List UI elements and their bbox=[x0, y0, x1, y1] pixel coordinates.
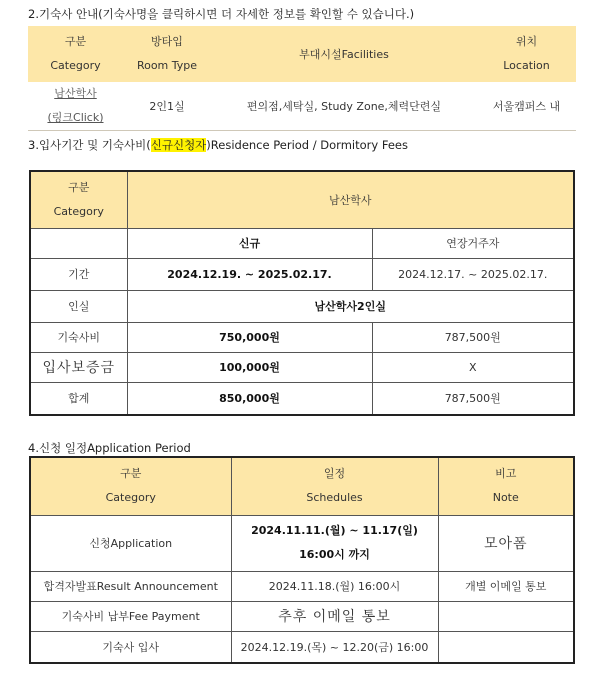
new-value: 100,000원 bbox=[127, 352, 372, 382]
note-value: 개별 이메일 통보 bbox=[438, 571, 574, 601]
fees-row-room bbox=[30, 290, 574, 322]
dorm-detail-link[interactable]: (링크Click) bbox=[47, 111, 104, 124]
category-header: 구분 Category bbox=[50, 35, 101, 72]
schedule-schedules-header: 일정 Schedules bbox=[231, 457, 438, 515]
schedule-value: 추후 이메일 통보 bbox=[231, 601, 438, 631]
location-header: 위치 Location bbox=[503, 35, 550, 72]
note-value bbox=[438, 631, 574, 663]
fees-row-total bbox=[30, 382, 574, 415]
schedule-row-movein bbox=[30, 631, 574, 663]
room-type-header: 방타입 Room Type bbox=[136, 35, 198, 72]
schedule-value: 2024.11.18.(월) 16:00시 bbox=[231, 571, 438, 601]
location-cell: 서울캠퍼스 내 bbox=[477, 82, 576, 131]
extension-value: 2024.12.17. ~ 2025.02.17. bbox=[372, 258, 574, 290]
new-value: 2024.12.19. ~ 2025.02.17. bbox=[127, 258, 372, 290]
new-value: 850,000원 bbox=[127, 382, 372, 415]
row-label: 기숙사비 bbox=[30, 322, 127, 352]
schedule-table bbox=[29, 456, 575, 664]
facilities-cell: 편의점,세탁실, Study Zone,체력단련실 bbox=[211, 82, 477, 131]
dorm-name-cell bbox=[28, 82, 123, 131]
dorm-info-header-row bbox=[28, 26, 576, 82]
schedule-header-row bbox=[30, 457, 574, 515]
fees-category-header: 구분 Category bbox=[30, 171, 127, 228]
schedule-row-announcement bbox=[30, 571, 574, 601]
extension-column-header: 연장거주자 bbox=[372, 228, 574, 258]
row-label: 기숙사 입사 bbox=[30, 631, 231, 663]
schedule-value: 2024.12.19.(목) ~ 12.20(금) 16:00 bbox=[231, 631, 438, 663]
schedule-row-payment bbox=[30, 601, 574, 631]
dorm-info-table bbox=[28, 26, 576, 131]
dorm-name-link[interactable]: 남산학사 bbox=[54, 87, 97, 100]
fees-heading: 3.입사기간 및 기숙사비(신규신청자)Residence Period / Dormitory Fees bbox=[28, 138, 408, 152]
row-label: 합계 bbox=[30, 382, 127, 415]
schedule-category-header: 구분 Category bbox=[30, 457, 231, 515]
schedule-value: 2024.11.11.(월) ~ 11.17(일) 16:00시 까지 bbox=[231, 515, 438, 571]
row-label: 기간 bbox=[30, 258, 127, 290]
room-type-cell: 2인1실 bbox=[123, 82, 211, 131]
extension-value: 787,500원 bbox=[372, 322, 574, 352]
facilities-header: 부대시설Facilities bbox=[299, 48, 389, 61]
fees-table bbox=[29, 170, 575, 416]
fees-dorm-header: 남산학사 bbox=[127, 171, 574, 228]
schedule-note-header: 비고 Note bbox=[438, 457, 574, 515]
note-value bbox=[438, 601, 574, 631]
fees-header-row bbox=[30, 171, 574, 228]
row-label: 입사보증금 bbox=[30, 352, 127, 382]
extension-value: 787,500원 bbox=[372, 382, 574, 415]
room-merged-value: 남산학사2인실 bbox=[127, 290, 574, 322]
fees-row-deposit bbox=[30, 352, 574, 382]
dorm-info-section bbox=[0, 6, 600, 22]
dorm-info-heading: 2.기숙사 안내(기숙사명을 클릭하시면 더 자세한 정보를 확인할 수 있습니다.) bbox=[28, 7, 415, 21]
new-value: 750,000원 bbox=[127, 322, 372, 352]
fees-empty-cell bbox=[30, 228, 127, 258]
schedule-heading: 4.신청 일정Application Period bbox=[28, 441, 191, 455]
row-label: 인실 bbox=[30, 290, 127, 322]
dorm-info-row bbox=[28, 82, 576, 131]
row-label: 합격자발표Result Announcement bbox=[30, 571, 231, 601]
schedule-row-application bbox=[30, 515, 574, 571]
new-applicant-highlight: 신규신청자 bbox=[150, 138, 207, 152]
row-label: 신청Application bbox=[30, 515, 231, 571]
fees-row-fee bbox=[30, 322, 574, 352]
row-label: 기숙사비 납부Fee Payment bbox=[30, 601, 231, 631]
extension-value: X bbox=[372, 352, 574, 382]
new-column-header: 신규 bbox=[127, 228, 372, 258]
fees-row-period bbox=[30, 258, 574, 290]
note-value: 모아폼 bbox=[438, 515, 574, 571]
fees-subheader-row bbox=[30, 228, 574, 258]
